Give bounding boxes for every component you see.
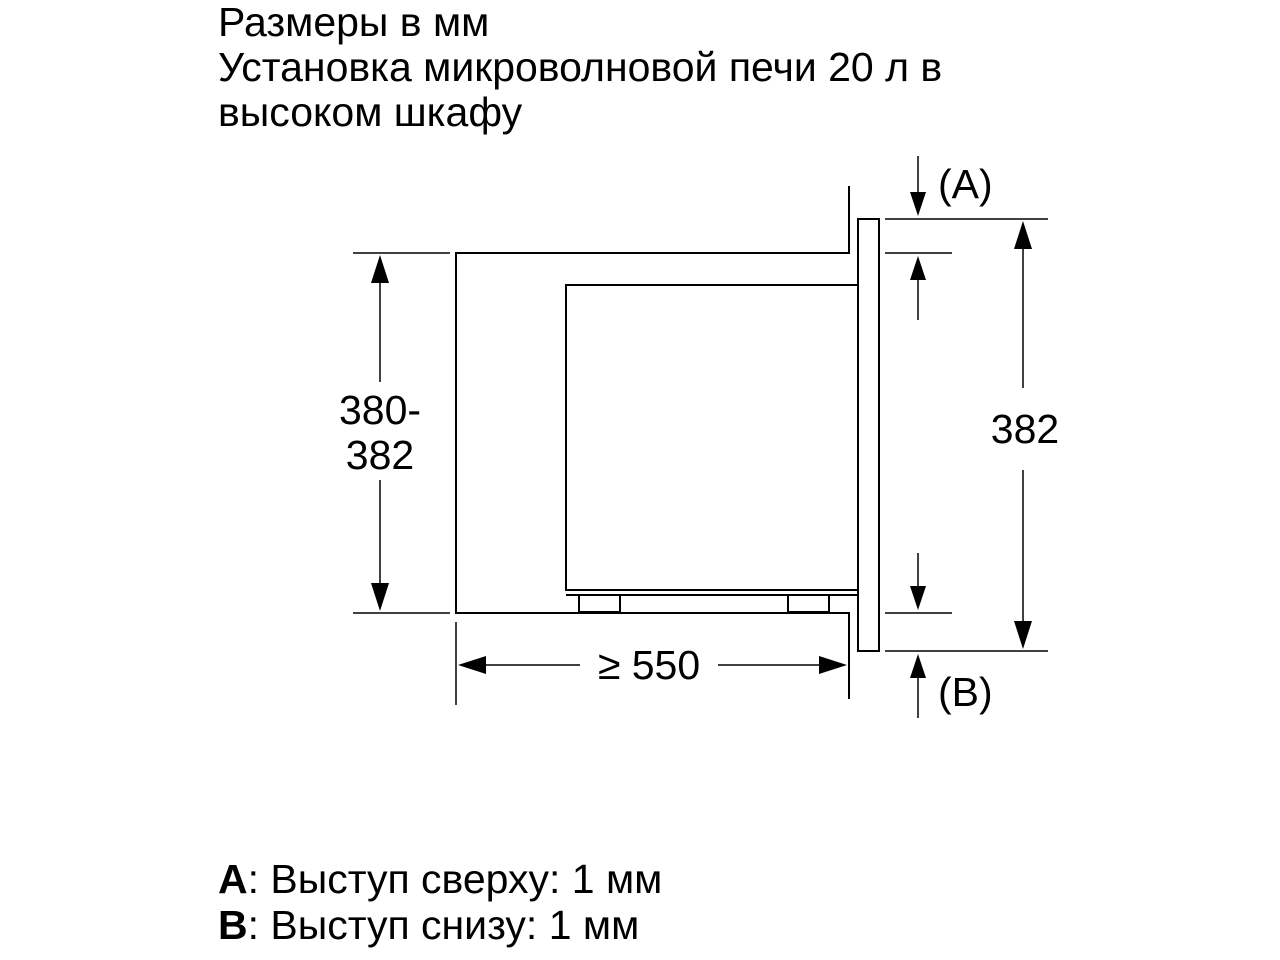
label-a: (A) xyxy=(938,161,993,207)
projection-a-dimension xyxy=(910,156,993,320)
title-line-1: Размеры в мм xyxy=(218,0,490,45)
niche-height-label-2: 382 xyxy=(345,432,415,478)
legend-key-a: A xyxy=(218,856,248,902)
legend-row-b xyxy=(218,902,662,948)
niche-height-label-1: 380- xyxy=(338,387,422,433)
projection-b-dimension xyxy=(910,553,993,718)
appliance-height-dimension xyxy=(991,221,1059,649)
niche-depth-dimension xyxy=(458,642,847,688)
title-line-2: Установка микроволновой печи 20 л в xyxy=(218,44,943,90)
appliance-height-label: 382 xyxy=(990,406,1060,452)
microwave-body xyxy=(566,285,858,612)
legend-key-b: B xyxy=(218,902,248,948)
legend xyxy=(218,856,662,948)
extension-lines xyxy=(353,219,1048,705)
legend-text-a: : Выступ сверху: 1 мм xyxy=(247,856,663,902)
microwave-front-panel xyxy=(858,219,879,651)
label-b: (B) xyxy=(938,669,993,715)
cabinet-niche xyxy=(456,186,849,699)
legend-text-b: : Выступ снизу: 1 мм xyxy=(247,902,640,948)
niche-height-dimension xyxy=(339,255,421,611)
title-line-3: высоком шкафу xyxy=(218,89,523,135)
niche-depth-label: ≥ 550 xyxy=(597,642,701,688)
legend-row-a xyxy=(218,856,662,902)
